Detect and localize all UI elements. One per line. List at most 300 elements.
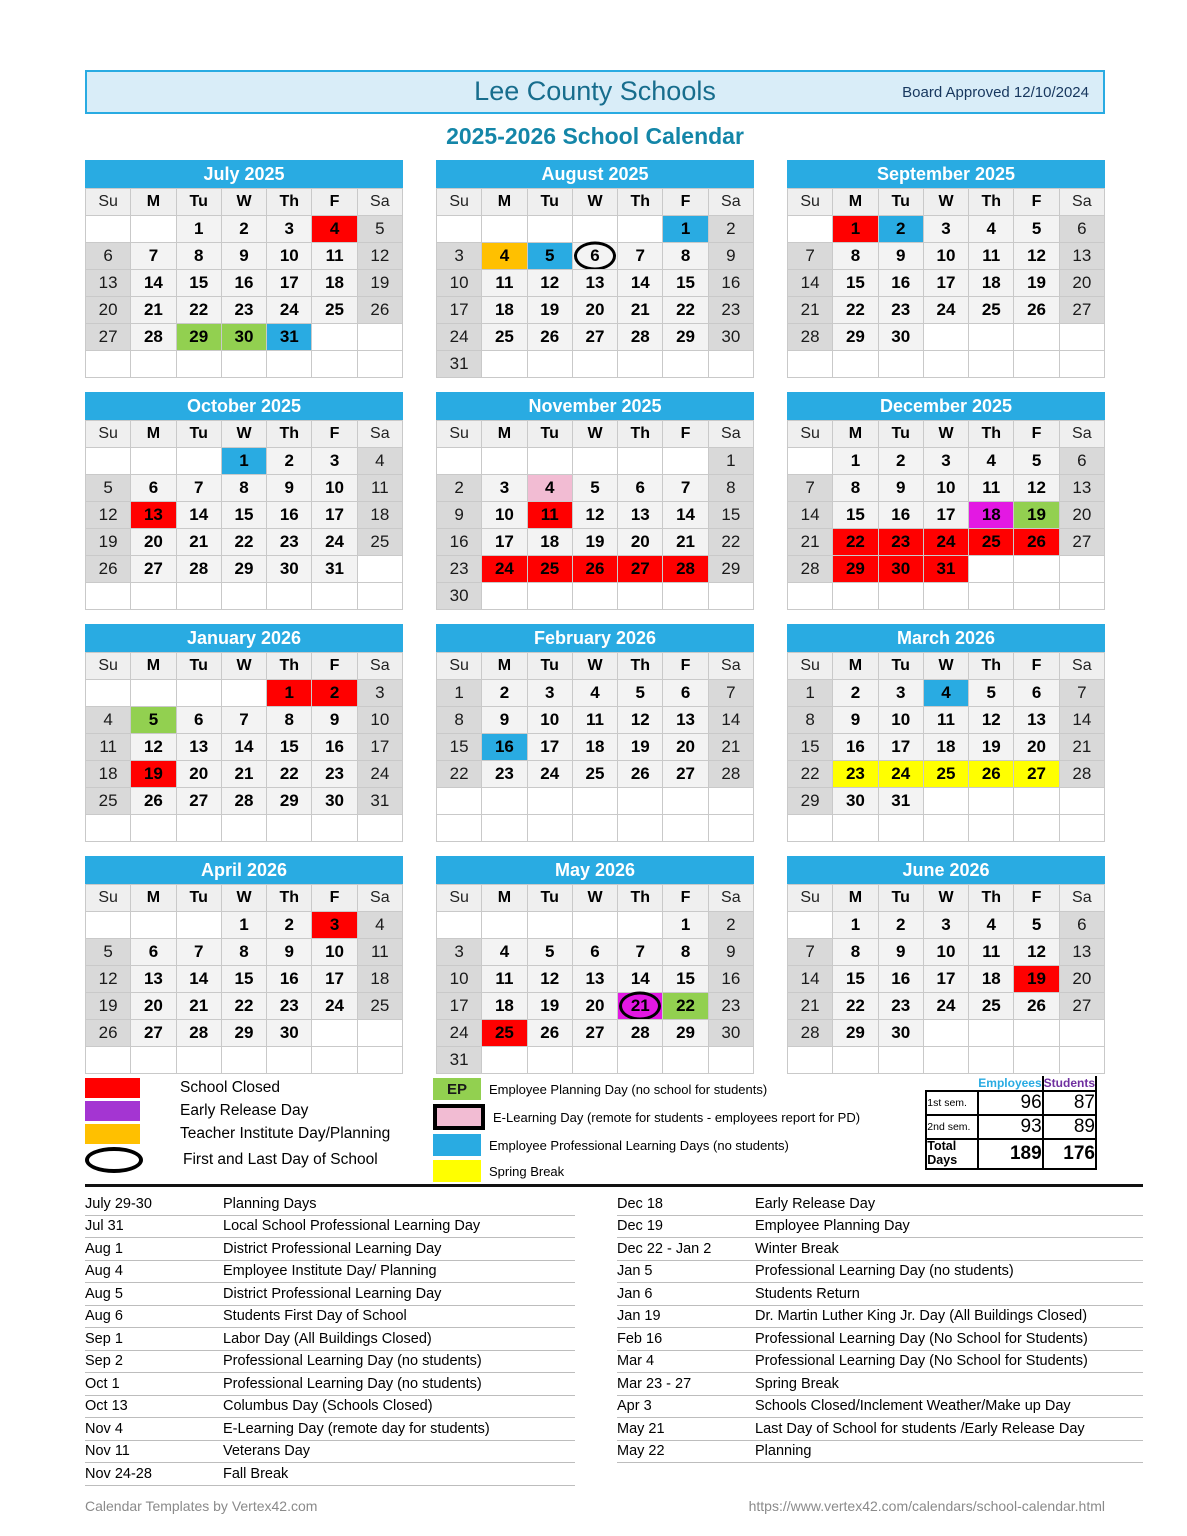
empty-cell [833,814,878,841]
empty-cell [1014,1019,1059,1046]
day-18 [969,965,1014,992]
day-number: 25 [540,559,560,578]
empty-cell [131,215,176,242]
day-number: 6 [103,246,113,265]
day-27 [86,323,131,350]
day-15 [437,733,482,760]
day-25 [358,528,403,555]
event-date: Nov 4 [85,1420,123,1437]
day-15 [267,733,312,760]
day-18 [482,296,527,323]
day-11 [312,242,357,269]
day-number: 14 [800,505,820,524]
day-24 [528,760,573,787]
day-28 [618,323,663,350]
day-number: 23 [234,300,254,319]
day-1 [709,447,754,474]
month-title: June 2026 [787,856,1105,884]
day-number: 13 [1027,710,1047,729]
dow-label: Sa [709,652,754,679]
day-17 [924,269,969,296]
day-number: 5 [1031,451,1042,470]
day-19 [573,528,618,555]
day-3 [312,447,357,474]
day-10 [437,965,482,992]
day-27 [131,555,176,582]
event-description: Dr. Martin Luther King Jr. Day (All Buildings Closed) [755,1308,1088,1325]
day-27 [663,760,708,787]
empty-cell [788,215,833,242]
month-grid [85,420,403,610]
events-column-right [617,1193,1143,1463]
day-30 [222,323,267,350]
day-24 [437,1019,482,1046]
day-21 [1060,733,1105,760]
day-number: 25 [494,327,514,346]
dow-label: Su [788,420,833,447]
day-number: 31 [449,1050,469,1069]
day-10 [924,938,969,965]
day-number: 26 [630,764,650,783]
day-3 [267,215,312,242]
day-number: 28 [800,327,820,346]
day-number: 16 [891,969,911,988]
day-5 [1014,447,1059,474]
purple-swatch [85,1101,140,1121]
day-number: 15 [234,969,254,988]
day-number: 3 [499,478,510,497]
day-number: 1 [680,219,691,238]
event-date: Nov 24-28 [85,1465,152,1482]
empty-cell [482,215,527,242]
day-2 [482,679,527,706]
day-10 [528,706,573,733]
empty-cell [1014,1046,1059,1073]
empty-cell [833,1046,878,1073]
day-number: 7 [680,478,691,497]
empty-cell [528,350,573,377]
day-number: 11 [99,737,117,756]
first-last-day-oval-swatch [85,1147,143,1173]
day-29 [709,555,754,582]
month-grid [85,188,403,378]
empty-cell [573,350,618,377]
day-20 [177,760,222,787]
day-30 [312,787,357,814]
dow-label: Sa [709,884,754,911]
month-grid [787,188,1105,378]
empty-cell [177,679,222,706]
day-number: 29 [800,791,820,810]
day-2 [222,215,267,242]
day-number: 10 [936,942,956,961]
day-number: 2 [499,683,510,702]
day-5 [618,679,663,706]
dow-label: Su [437,420,482,447]
day-number: 9 [850,710,861,729]
day-22 [267,760,312,787]
summary-employees-value: 96 [978,1091,1042,1115]
day-number: 23 [891,300,911,319]
dow-label: M [131,188,176,215]
day-number: 10 [449,273,469,292]
day-1 [833,911,878,938]
day-number: 18 [325,273,345,292]
day-19 [969,733,1014,760]
day-number: 12 [1027,942,1047,961]
day-number: 25 [981,996,1001,1015]
day-number: 29 [845,559,865,578]
day-number: 24 [449,1023,469,1042]
day-number: 28 [800,559,820,578]
day-number: 10 [279,246,299,265]
dow-label: M [833,884,878,911]
day-number: 11 [371,942,389,961]
day-18 [573,733,618,760]
day-29 [788,787,833,814]
empty-cell [618,582,663,609]
day-1 [222,911,267,938]
day-14 [618,269,663,296]
empty-cell [528,911,573,938]
day-number: 8 [850,246,861,265]
dow-label: M [833,420,878,447]
day-number: 6 [148,942,159,961]
summary-row-1st-sem [926,1091,1096,1115]
day-number: 8 [850,942,861,961]
day-29 [833,555,878,582]
day-number: 16 [891,505,911,524]
dow-label: Su [86,652,131,679]
day-number: 2 [726,219,736,238]
day-number: 6 [590,246,600,265]
event-row [617,1373,1143,1396]
empty-cell [222,350,267,377]
day-10 [312,474,357,501]
event-row [85,1238,575,1261]
yellow-swatch [433,1160,481,1182]
day-number: 26 [1027,300,1047,319]
day-16 [267,965,312,992]
day-9 [879,474,924,501]
day-number: 16 [279,505,299,524]
day-number: 28 [189,1023,209,1042]
day-number: 5 [148,710,159,729]
empty-cell [663,814,708,841]
empty-cell [788,582,833,609]
day-30 [709,323,754,350]
day-number: 31 [325,559,345,578]
empty-cell [924,350,969,377]
event-description: Spring Break [755,1375,839,1392]
summary-row-label: Total Days [926,1139,978,1169]
day-number: 14 [189,969,209,988]
dow-label: Sa [1060,420,1105,447]
day-number: 19 [540,300,560,319]
day-17 [482,528,527,555]
day-7 [131,242,176,269]
dow-label: Sa [1060,884,1105,911]
day-27 [1060,296,1105,323]
day-number: 23 [891,996,911,1015]
dow-label: W [924,884,969,911]
day-number: 17 [370,737,390,756]
day-number: 26 [1027,532,1047,551]
empty-cell [969,323,1014,350]
dow-label: Th [969,652,1014,679]
day-number: 19 [981,737,1001,756]
day-number: 24 [279,300,299,319]
empty-cell [969,787,1014,814]
day-14 [1060,706,1105,733]
dow-label: W [573,884,618,911]
day-number: 14 [800,969,820,988]
dow-label: F [663,420,708,447]
empty-cell [482,582,527,609]
day-number: 20 [1072,273,1092,292]
day-6 [618,474,663,501]
empty-cell [788,911,833,938]
day-4 [86,706,131,733]
day-22 [437,760,482,787]
day-number: 25 [981,532,1001,551]
day-4 [358,911,403,938]
month-grid [436,884,754,1074]
empty-cell [1060,582,1105,609]
event-date: Sep 1 [85,1330,123,1347]
event-date: Dec 19 [617,1218,663,1235]
event-row [85,1396,575,1419]
day-3 [312,911,357,938]
event-date: Mar 4 [617,1353,655,1370]
day-number: 10 [936,246,956,265]
day-7 [1060,679,1105,706]
day-23 [222,296,267,323]
summary-students-value: 176 [1043,1139,1096,1169]
dow-label: F [1014,420,1059,447]
day-28 [222,787,267,814]
day-2 [709,215,754,242]
day-12 [1014,938,1059,965]
day-number: 12 [540,969,560,988]
month-title: May 2026 [436,856,754,884]
day-1 [437,679,482,706]
day-number: 21 [800,532,820,551]
event-date: Aug 5 [85,1285,123,1302]
day-8 [663,242,708,269]
empty-cell [267,350,312,377]
day-number: 15 [800,737,820,756]
day-number: 29 [845,327,865,346]
day-20 [1060,965,1105,992]
day-7 [618,938,663,965]
day-number: 1 [726,451,736,470]
day-number: 28 [630,1023,650,1042]
day-number: 13 [1072,942,1092,961]
day-number: 3 [454,942,464,961]
dow-label: Th [618,420,663,447]
day-number: 12 [143,737,163,756]
empty-cell [709,582,754,609]
dow-label: Tu [528,420,573,447]
day-number: 16 [279,969,299,988]
day-15 [709,501,754,528]
day-4 [969,911,1014,938]
day-31 [267,323,312,350]
day-2 [312,679,357,706]
month-june-2026 [787,856,1105,1074]
day-13 [1060,242,1105,269]
day-1 [788,679,833,706]
day-number: 15 [234,505,254,524]
empty-cell [663,787,708,814]
day-29 [833,323,878,350]
dow-label: W [573,420,618,447]
day-13 [573,269,618,296]
day-number: 24 [540,764,560,783]
day-16 [709,269,754,296]
event-description: E-Learning Day (remote day for students) [223,1420,490,1437]
day-14 [663,501,708,528]
event-date: Oct 1 [85,1375,120,1392]
legend-item [433,1160,863,1182]
month-title: March 2026 [787,624,1105,652]
day-number: 3 [544,683,555,702]
day-number: 31 [279,327,299,346]
day-12 [528,965,573,992]
day-12 [1014,474,1059,501]
dow-label: W [924,420,969,447]
empty-cell [879,582,924,609]
empty-cell [131,447,176,474]
day-22 [709,528,754,555]
day-12 [618,706,663,733]
empty-cell [131,911,176,938]
day-number: 2 [895,915,906,934]
day-number: 5 [103,942,113,961]
event-row [85,1306,575,1329]
day-26 [131,787,176,814]
day-19 [618,733,663,760]
dow-label: M [833,652,878,679]
empty-cell [969,814,1014,841]
day-number: 13 [630,505,650,524]
day-3 [528,679,573,706]
day-1 [267,679,312,706]
day-number: 16 [494,737,514,756]
day-28 [788,323,833,350]
day-4 [482,242,527,269]
summary-header-row [926,1076,1096,1091]
day-8 [437,706,482,733]
day-17 [312,965,357,992]
month-july-2025 [85,160,403,378]
day-19 [528,992,573,1019]
month-grid [85,884,403,1074]
month-grid [787,884,1105,1074]
day-number: 22 [279,764,299,783]
day-number: 25 [370,532,390,551]
day-22 [663,296,708,323]
day-number: 9 [284,942,295,961]
event-date: Sep 2 [85,1353,123,1370]
day-16 [222,269,267,296]
day-number: 30 [891,1023,911,1042]
day-number: 11 [495,969,514,988]
day-8 [788,706,833,733]
day-number: 11 [495,273,514,292]
empty-cell [573,911,618,938]
day-6 [1060,911,1105,938]
dow-label: M [482,420,527,447]
day-number: 15 [845,505,865,524]
day-number: 14 [189,505,209,524]
month-title: April 2026 [85,856,403,884]
day-number: 12 [1027,478,1047,497]
day-number: 12 [1027,246,1047,265]
day-number: 24 [449,327,469,346]
day-11 [969,938,1014,965]
day-28 [177,555,222,582]
day-number: 24 [494,559,514,578]
dow-label: Sa [358,188,403,215]
empty-cell [879,814,924,841]
empty-cell [573,215,618,242]
month-grid [436,420,754,610]
day-number: 9 [895,246,906,265]
day-number: 19 [143,764,163,783]
legend-label: Early Release Day [180,1102,309,1119]
day-25 [482,1019,527,1046]
day-number: 12 [540,273,560,292]
event-date: Jan 5 [617,1263,653,1280]
day-number: 30 [845,791,865,810]
day-14 [788,269,833,296]
day-27 [1060,528,1105,555]
day-number: 18 [585,737,605,756]
event-row [85,1373,575,1396]
day-number: 22 [800,764,820,783]
day-number: 6 [148,478,159,497]
day-number: 24 [370,764,390,783]
day-3 [924,911,969,938]
empty-cell [924,1046,969,1073]
day-7 [788,242,833,269]
empty-cell [879,350,924,377]
day-24 [482,555,527,582]
empty-cell [177,582,222,609]
day-number: 29 [676,327,696,346]
day-number: 30 [891,559,911,578]
day-19 [86,528,131,555]
dow-label: Th [618,652,663,679]
day-number: 4 [375,451,385,470]
event-description: Employee Planning Day [755,1218,910,1235]
day-23 [312,760,357,787]
day-7 [618,242,663,269]
day-15 [663,269,708,296]
day-number: 1 [850,219,861,238]
day-number: 13 [143,505,163,524]
day-number: 3 [329,915,340,934]
day-23 [709,992,754,1019]
day-12 [573,501,618,528]
event-row [617,1261,1143,1284]
day-19 [358,269,403,296]
day-4 [969,215,1014,242]
day-28 [663,555,708,582]
day-number: 11 [982,246,1001,265]
